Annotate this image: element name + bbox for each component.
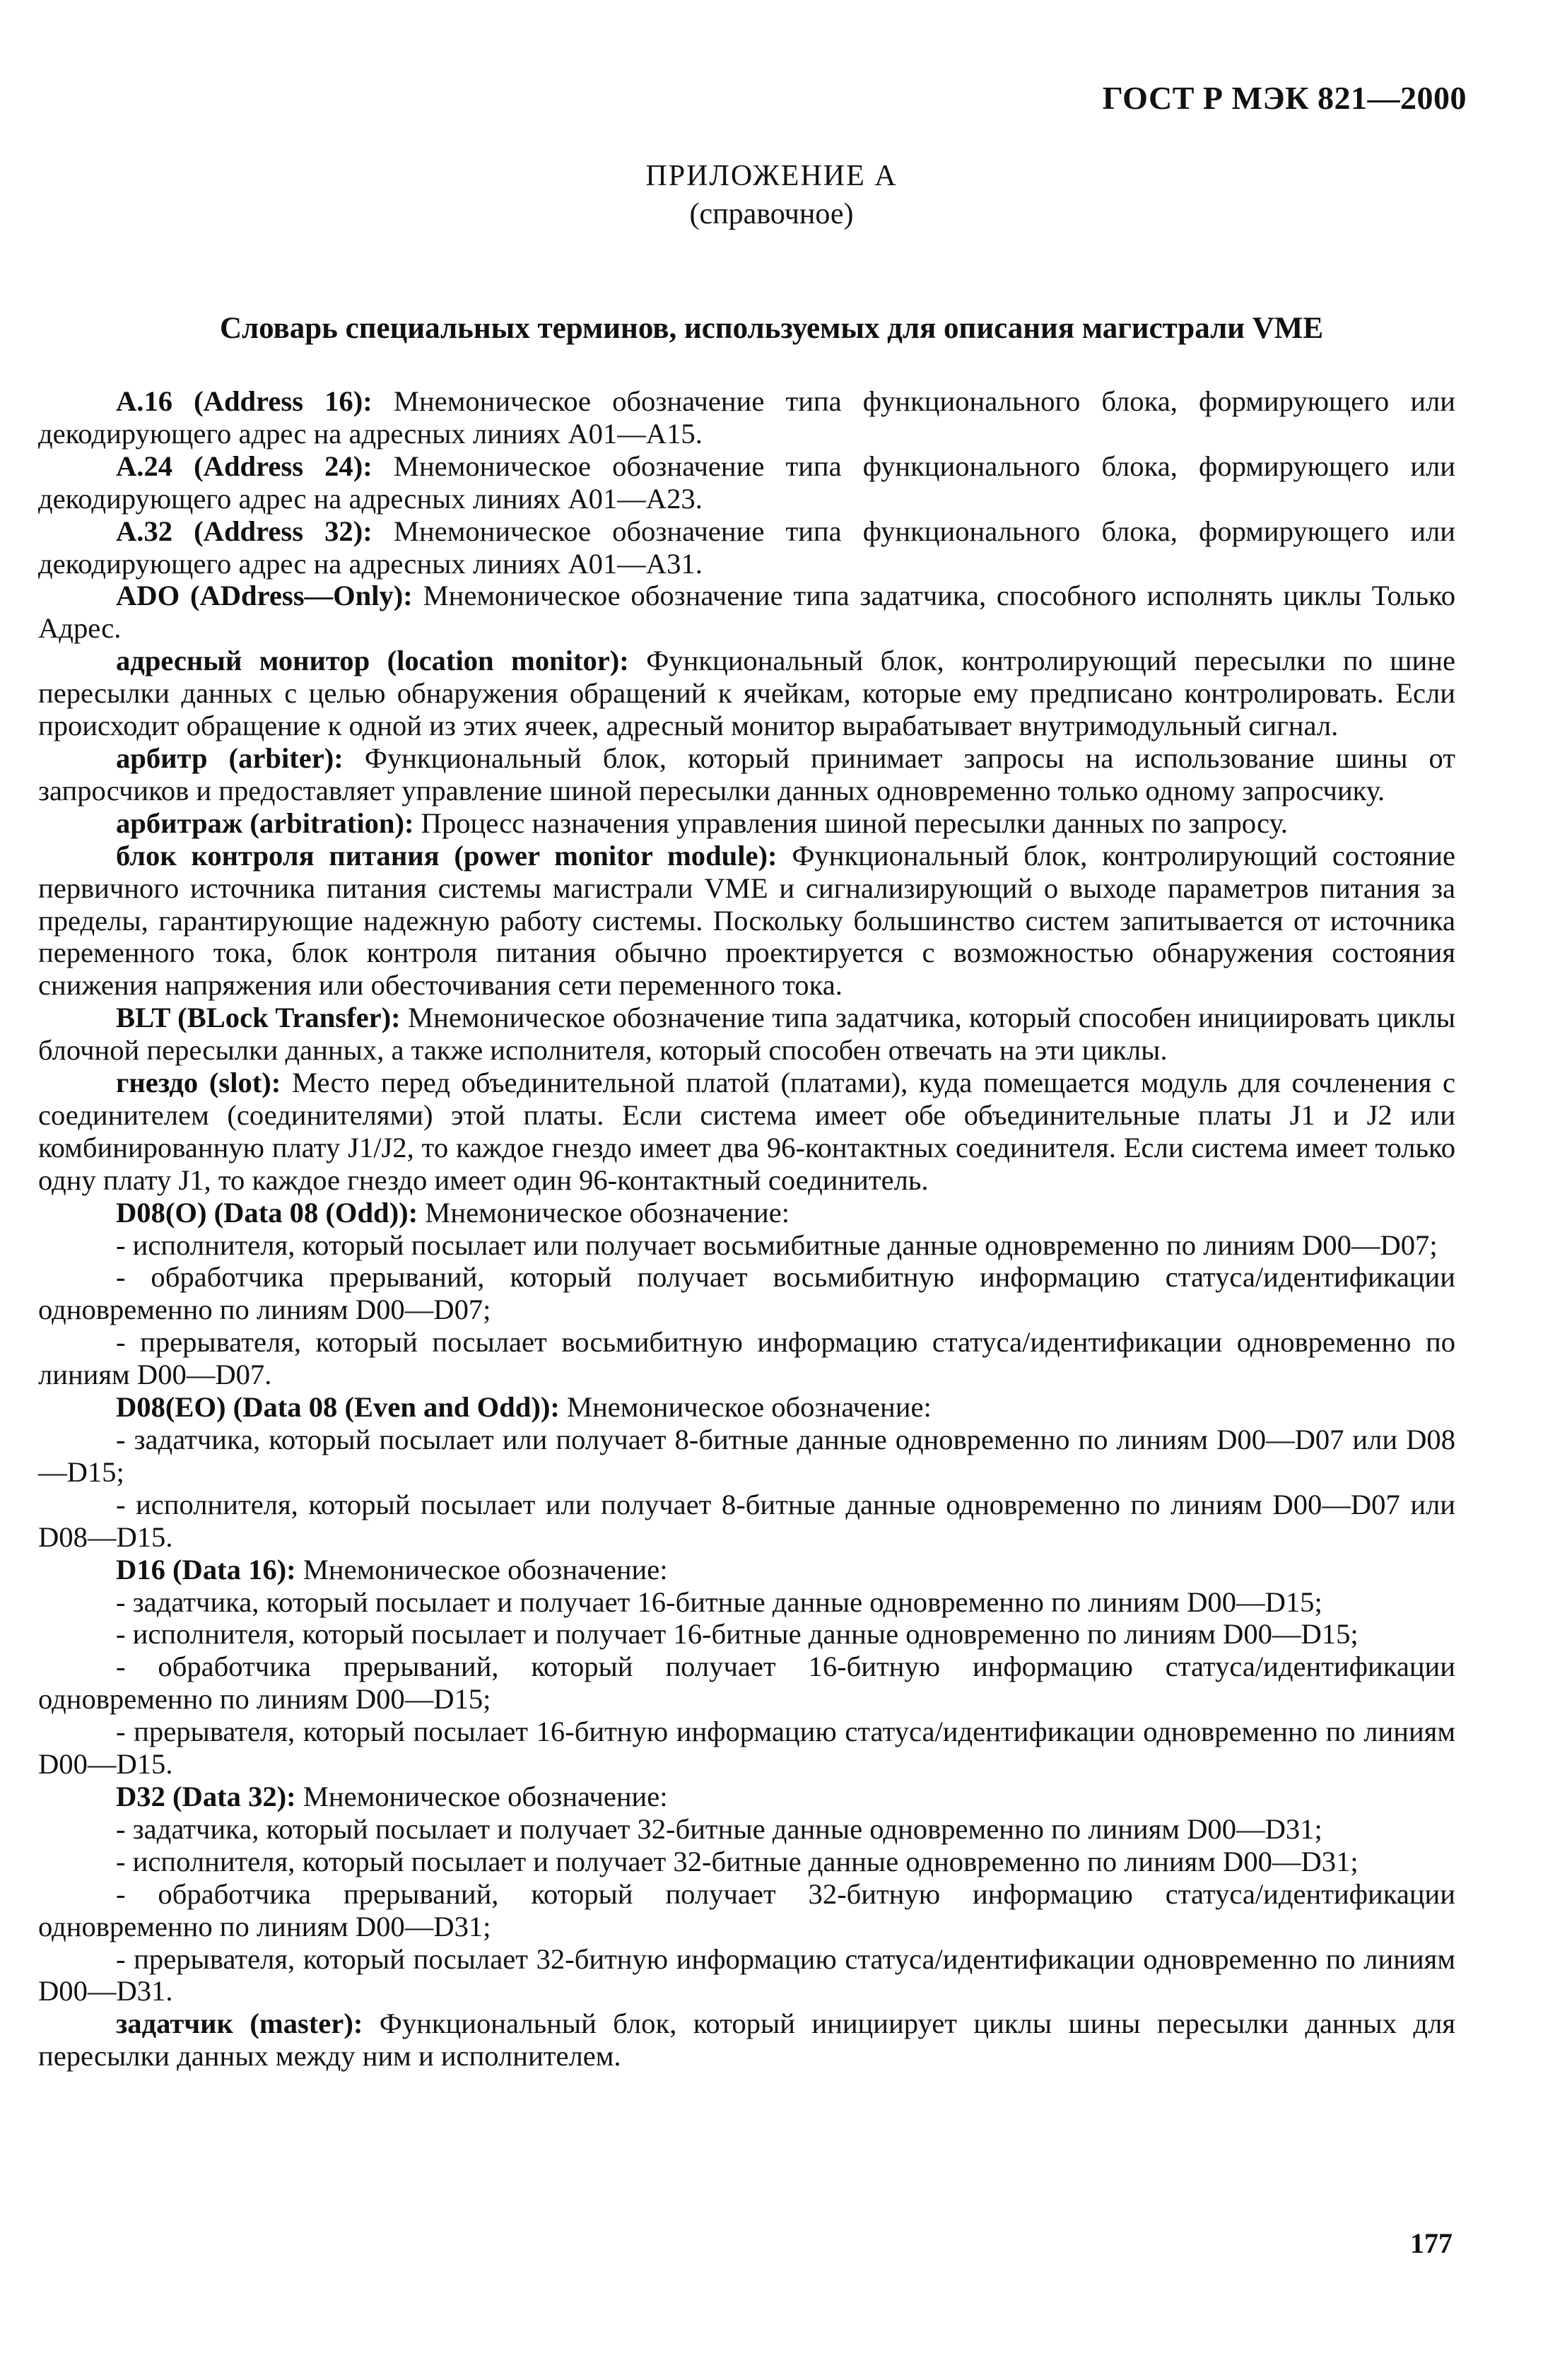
glossary-list-item: - обработчика прерываний, который получает 16-битную информацию статуса/идентификации одновременно по линиям D00—D15;: [38, 1651, 1455, 1716]
glossary-definition: Мнемоническое обозначение:: [295, 1553, 668, 1585]
glossary-term: D16 (Data 16):: [116, 1553, 296, 1585]
glossary-entry: [38, 450, 1455, 515]
glossary-definition: Функциональный блок, контролирующий пересылки по шине пересылки данных с целью обнаружения обращений к ячейкам, которые ему предписано контролировать. Если происходит обращение к одной из этих ячеек, адресный монитор вырабатывает внутримодульный сигнал.: [38, 645, 1455, 742]
glossary-list-item: - обработчика прерываний, который получает восьмибитную информацию статуса/идентификации одновременно по линиям D00—D07;: [38, 1261, 1455, 1326]
glossary-list-item: - задатчика, который посылает и получает 16-битные данные одновременно по линиям D00—D15;: [116, 1585, 1322, 1618]
glossary-term: блок контроля питания (power monitor module):: [116, 839, 778, 872]
glossary-definition: Место перед объединительной платой (платами), куда помещается модуль для сочленения с соединителем (соединителями) этой платы. Если система имеет обе объединительные платы J1 и J2 или комбинированную плату J1/J2, то каждое гнездо имеет два 96-контактных соединителя. Если система имеет только одну плату J1, то каждое гнездо имеет один 96-контактный соединитель.: [38, 1067, 1455, 1196]
glossary-term: адресный монитор (location monitor):: [116, 645, 629, 677]
glossary-definition: Процесс назначения управления шиной пересылки данных по запросу.: [413, 807, 1288, 839]
glossary-definition: Мнемоническое обозначение типа задатчика, который способен инициировать циклы блочной пересылки данных, а также исполнителя, который способен отвечать на эти циклы.: [38, 1002, 1456, 1067]
glossary-definition: Мнемоническое обозначение:: [559, 1391, 932, 1424]
glossary-term: A.16 (Address 16):: [116, 385, 372, 417]
glossary-term: задатчик (master):: [116, 2007, 363, 2040]
glossary-entry: [38, 2007, 1455, 2073]
glossary-term: ADO (ADdress—Only):: [116, 580, 413, 612]
glossary-entry: [38, 645, 1455, 742]
glossary-term: гнездо (slot):: [116, 1067, 281, 1099]
document-code: ГОСТ Р МЭК 821—2000: [1102, 80, 1467, 116]
glossary-definition: Мнемоническое обозначение типа задатчика, способного исполнять циклы Только Адрес.: [38, 580, 1455, 645]
glossary-body: [38, 385, 1455, 2073]
glossary-entry: [38, 580, 1455, 645]
glossary-entry: [38, 1554, 1455, 1586]
glossary-definition: Мнемоническое обозначение типа функционального блока, формирующего или декодирующего адрес на адресных линиях A01—A15.: [38, 385, 1456, 450]
glossary-term: BLT (BLock Transfer):: [116, 1002, 401, 1034]
glossary-term: D32 (Data 32):: [116, 1780, 296, 1812]
appendix-subtitle: (справочное): [689, 198, 854, 230]
glossary-list-item: - прерывателя, который посылает восьмибитную информацию статуса/идентификации одновременно по линиям D00—D07.: [38, 1326, 1455, 1391]
glossary-definition: Мнемоническое обозначение типа функционального блока, формирующего или декодирующего адрес на адресных линиях A01—A31.: [38, 515, 1456, 580]
glossary-term: A.24 (Address 24):: [116, 450, 372, 482]
page-number: 177: [1410, 2227, 1453, 2259]
glossary-definition: Мнемоническое обозначение типа функционального блока, формирующего или декодирующего адрес на адресных линиях A01—A23.: [38, 450, 1456, 515]
glossary-entry: [38, 1067, 1455, 1197]
glossary-entry: [38, 1197, 1455, 1229]
glossary-list-item: - исполнителя, который посылает или получает 8-битные данные одновременно по линиям D00—D07 или D08—D15.: [38, 1488, 1455, 1553]
glossary-list-item: - исполнителя, который посылает и получает 16-битные данные одновременно по линиям D00—D15;: [116, 1618, 1359, 1651]
glossary-term: арбитраж (arbitration):: [116, 807, 414, 839]
glossary-list-item: - исполнителя, который посылает или получает восьмибитные данные одновременно по линиям D00—D07;: [116, 1229, 1438, 1261]
glossary-list-item: - прерывателя, который посылает 32-битную информацию статуса/идентификации одновременно по линиям D00—D31.: [38, 1942, 1455, 2007]
glossary-definition: Мнемоническое обозначение:: [295, 1780, 668, 1812]
glossary-entry: [38, 1391, 1455, 1424]
glossary-definition: Функциональный блок, который инициирует циклы шины пересылки данных для пересылки данных между ним и исполнителем.: [38, 2007, 1455, 2073]
section-title: Словарь специальных терминов, используемых для описания магистрали VME: [219, 312, 1324, 345]
glossary-term: A.32 (Address 32):: [116, 515, 372, 547]
glossary-entry: [38, 385, 1455, 450]
appendix-heading: [0, 157, 1543, 233]
glossary-list-item: - прерывателя, который посылает 16-битную информацию статуса/идентификации одновременно по линиям D00—D15.: [38, 1716, 1455, 1781]
glossary-entry: [38, 742, 1455, 807]
glossary-entry: [38, 807, 1455, 840]
glossary-list-item: - задатчика, который посылает или получает 8-битные данные одновременно по линиям D00—D07 или D08—D15;: [38, 1424, 1455, 1488]
glossary-term: арбитр (arbiter):: [116, 741, 344, 774]
glossary-list-item: - исполнителя, который посылает и получает 32-битные данные одновременно по линиям D00—D31;: [116, 1845, 1359, 1877]
glossary-list-item: - обработчика прерываний, который получает 32-битную информацию статуса/идентификации одновременно по линиям D00—D31;: [38, 1877, 1455, 1942]
glossary-definition: Мнемоническое обозначение:: [418, 1196, 790, 1229]
glossary-entry: [38, 840, 1455, 1002]
glossary-definition: Функциональный блок, который принимает запросы на использование шины от запросчиков и предоставляет управление шиной пересылки данных одновременно только одному запросчику.: [38, 741, 1455, 807]
glossary-entry: [38, 1002, 1455, 1067]
glossary-term: D08(EO) (Data 08 (Even and Odd)):: [116, 1391, 560, 1424]
glossary-entry: [38, 1781, 1455, 1813]
appendix-title: ПРИЛОЖЕНИЕ А: [645, 160, 898, 192]
glossary-list-item: - задатчика, который посылает и получает 32-битные данные одновременно по линиям D00—D31;: [116, 1812, 1322, 1845]
glossary-term: D08(O) (Data 08 (Odd)):: [116, 1196, 418, 1229]
glossary-entry: [38, 515, 1455, 580]
glossary-definition: Функциональный блок, контролирующий состояние первичного источника питания системы магистрали VME и сигнализирующий о выходе параметров питания за пределы, гарантирующие надежную работу системы. Поскольку большинство систем запитывается от источника переменного тока, блок контроля питания обычно проектируется с возможностью обнаружения состояния снижения напряжения или обесточивания сети переменного тока.: [38, 839, 1455, 1002]
